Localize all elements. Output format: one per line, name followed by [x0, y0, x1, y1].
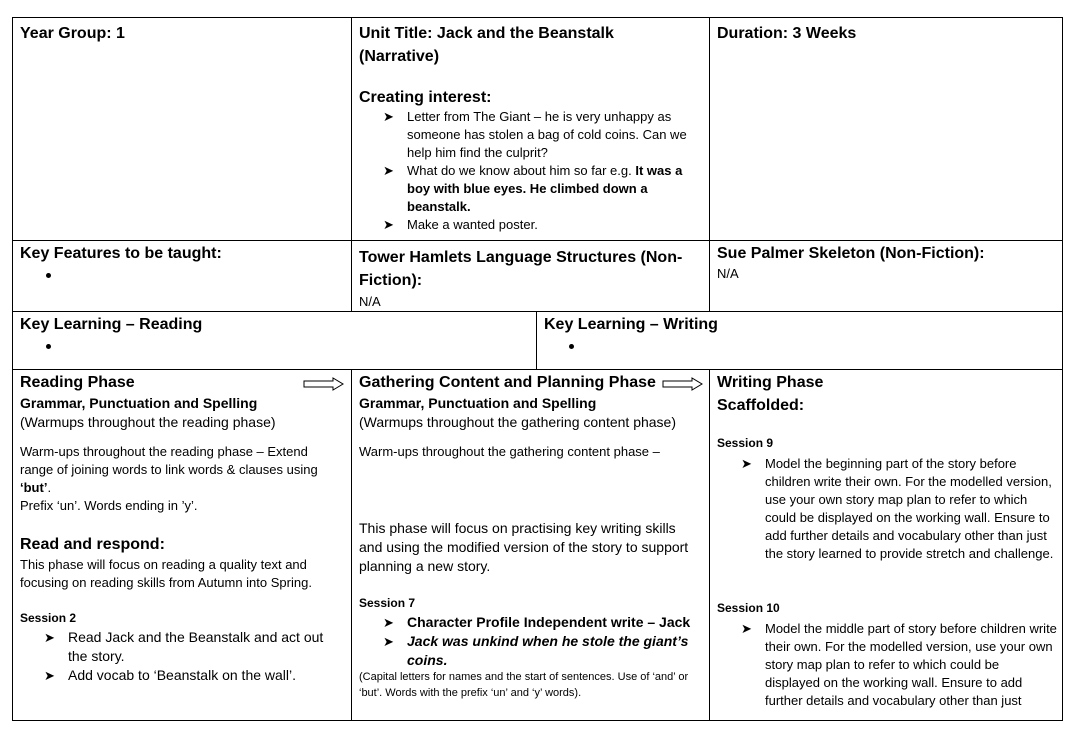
reading-phase-title: Reading Phase	[20, 374, 135, 391]
arrow-bullet-icon: ➤	[383, 615, 394, 630]
bullet-icon	[569, 344, 574, 349]
gathering-gps-heading: Grammar, Punctuation and Spelling	[359, 395, 597, 411]
reading-session-list	[44, 628, 344, 685]
list-item: ➤ Read Jack and the Beanstalk and act out the story.	[44, 629, 324, 664]
gathering-phase-title: Gathering Content and Planning Phase	[359, 374, 656, 391]
writing-session9-list	[741, 455, 1057, 563]
key-learning-writing-label: Key Learning – Writing	[544, 316, 718, 333]
arrow-bullet-icon: ➤	[383, 109, 394, 124]
sue-palmer-label: Sue Palmer Skeleton (Non-Fiction):	[717, 245, 985, 262]
arrow-bullet-icon: ➤	[741, 621, 752, 636]
duration-cell	[709, 17, 1063, 241]
reading-phase-cell	[12, 369, 352, 721]
reading-gps-heading: Grammar, Punctuation and Spelling	[20, 395, 258, 411]
writing-phase-title: Writing Phase	[717, 374, 824, 391]
list-item: ➤ Letter from The Giant – he is very unhappy as someone has stolen a bag of cold coins. Can we help him find the culprit?	[383, 109, 687, 160]
writing-session9-label: Session 9	[717, 436, 774, 450]
bullet-icon	[46, 273, 51, 278]
list-item: ➤ Jack was unkind when he stole the giant’s coins.	[383, 633, 689, 668]
read-respond-heading: Read and respond:	[20, 536, 165, 553]
list-item: ➤ Model the beginning part of the story before children write their own. For the modelled version, use your own story map plan to refer to which could be displayed on the working wall. Ensure to add further details and vocabulary other than just the story learned to provide stretch and challenge.	[741, 456, 1054, 561]
bullet-icon	[46, 344, 51, 349]
gathering-footnote: (Capital letters for names and the start of sentences. Use of ‘and’ or ‘but’. Words with the prefix ‘un’ and ‘y’ words).	[359, 671, 689, 699]
read-respond-text: This phase will focus on reading a quality text and focusing on reading skills from Autumn into Spring.	[20, 557, 312, 590]
reading-prefix-text: Prefix ‘un’. Words ending in ’y’.	[20, 498, 198, 513]
list-item: ➤ What do we know about him so far e.g. It was a boy with blue eyes. He climbed down a beanstalk.	[383, 163, 683, 214]
tower-hamlets-value: N/A	[359, 294, 381, 309]
key-learning-reading-label: Key Learning – Reading	[20, 316, 203, 333]
arrow-bullet-icon: ➤	[383, 163, 394, 178]
list-item: ➤ Make a wanted poster.	[383, 217, 538, 232]
arrow-bullet-icon: ➤	[44, 668, 55, 683]
reading-warmups-note: (Warmups throughout the reading phase)	[20, 414, 276, 430]
creating-interest-heading: Creating interest:	[359, 89, 492, 106]
key-features-cell	[12, 240, 352, 312]
duration-label: Duration: 3 Weeks	[717, 25, 857, 42]
list-item: ➤ Model the middle part of story before children write their own. For the modelled version, use your own story map plan to refer to which could be displayed on the working wall. Ensure to add further details and vocabulary other than just	[741, 621, 1057, 708]
key-features-label: Key Features to be taught:	[20, 245, 222, 262]
sue-palmer-value: N/A	[717, 266, 739, 281]
list-item: ➤ Add vocab to ‘Beanstalk on the wall’.	[44, 667, 297, 683]
writing-session10-label: Session 10	[717, 601, 780, 615]
reading-session-label: Session 2	[20, 611, 77, 625]
arrow-bullet-icon: ➤	[741, 456, 752, 471]
writing-phase-subtitle: Scaffolded:	[717, 397, 805, 414]
writing-phase-cell	[709, 369, 1063, 721]
tower-hamlets-label: Tower Hamlets Language Structures (Non-Fiction):	[359, 249, 683, 289]
key-learning-writing-cell	[536, 311, 1063, 370]
sue-palmer-cell	[709, 240, 1063, 312]
gathering-focus-text: This phase will focus on practising key writing skills and using the modified version of the story to support planning a new story.	[359, 520, 689, 574]
unit-title-cell	[351, 17, 710, 241]
unit-title: Unit Title: Jack and the Beanstalk (Narrative)	[359, 25, 614, 65]
gathering-phase-cell	[351, 369, 710, 721]
reading-warmups-text: Warm-ups throughout the reading phase – Extend range of joining words to link words & clauses using ‘but’.	[20, 444, 318, 495]
key-learning-reading-cell	[12, 311, 537, 370]
gathering-session-list	[383, 613, 699, 670]
arrow-bullet-icon: ➤	[383, 634, 394, 649]
hollow-right-arrow-icon	[662, 377, 704, 391]
tower-hamlets-cell	[351, 240, 710, 312]
gathering-warmups-text: Warm-ups throughout the gathering content phase –	[359, 444, 660, 459]
year-group-label: Year Group: 1	[20, 25, 125, 42]
writing-session10-list	[741, 620, 1057, 710]
year-group-cell	[12, 17, 352, 241]
gathering-warmups-note: (Warmups throughout the gathering content phase)	[359, 414, 677, 430]
list-item: ➤ Character Profile Independent write – Jack	[383, 614, 691, 630]
arrow-bullet-icon: ➤	[383, 217, 394, 232]
arrow-bullet-icon: ➤	[44, 630, 55, 645]
creating-interest-list	[383, 108, 699, 234]
gathering-session-label: Session 7	[359, 596, 416, 610]
hollow-right-arrow-icon	[303, 377, 345, 391]
